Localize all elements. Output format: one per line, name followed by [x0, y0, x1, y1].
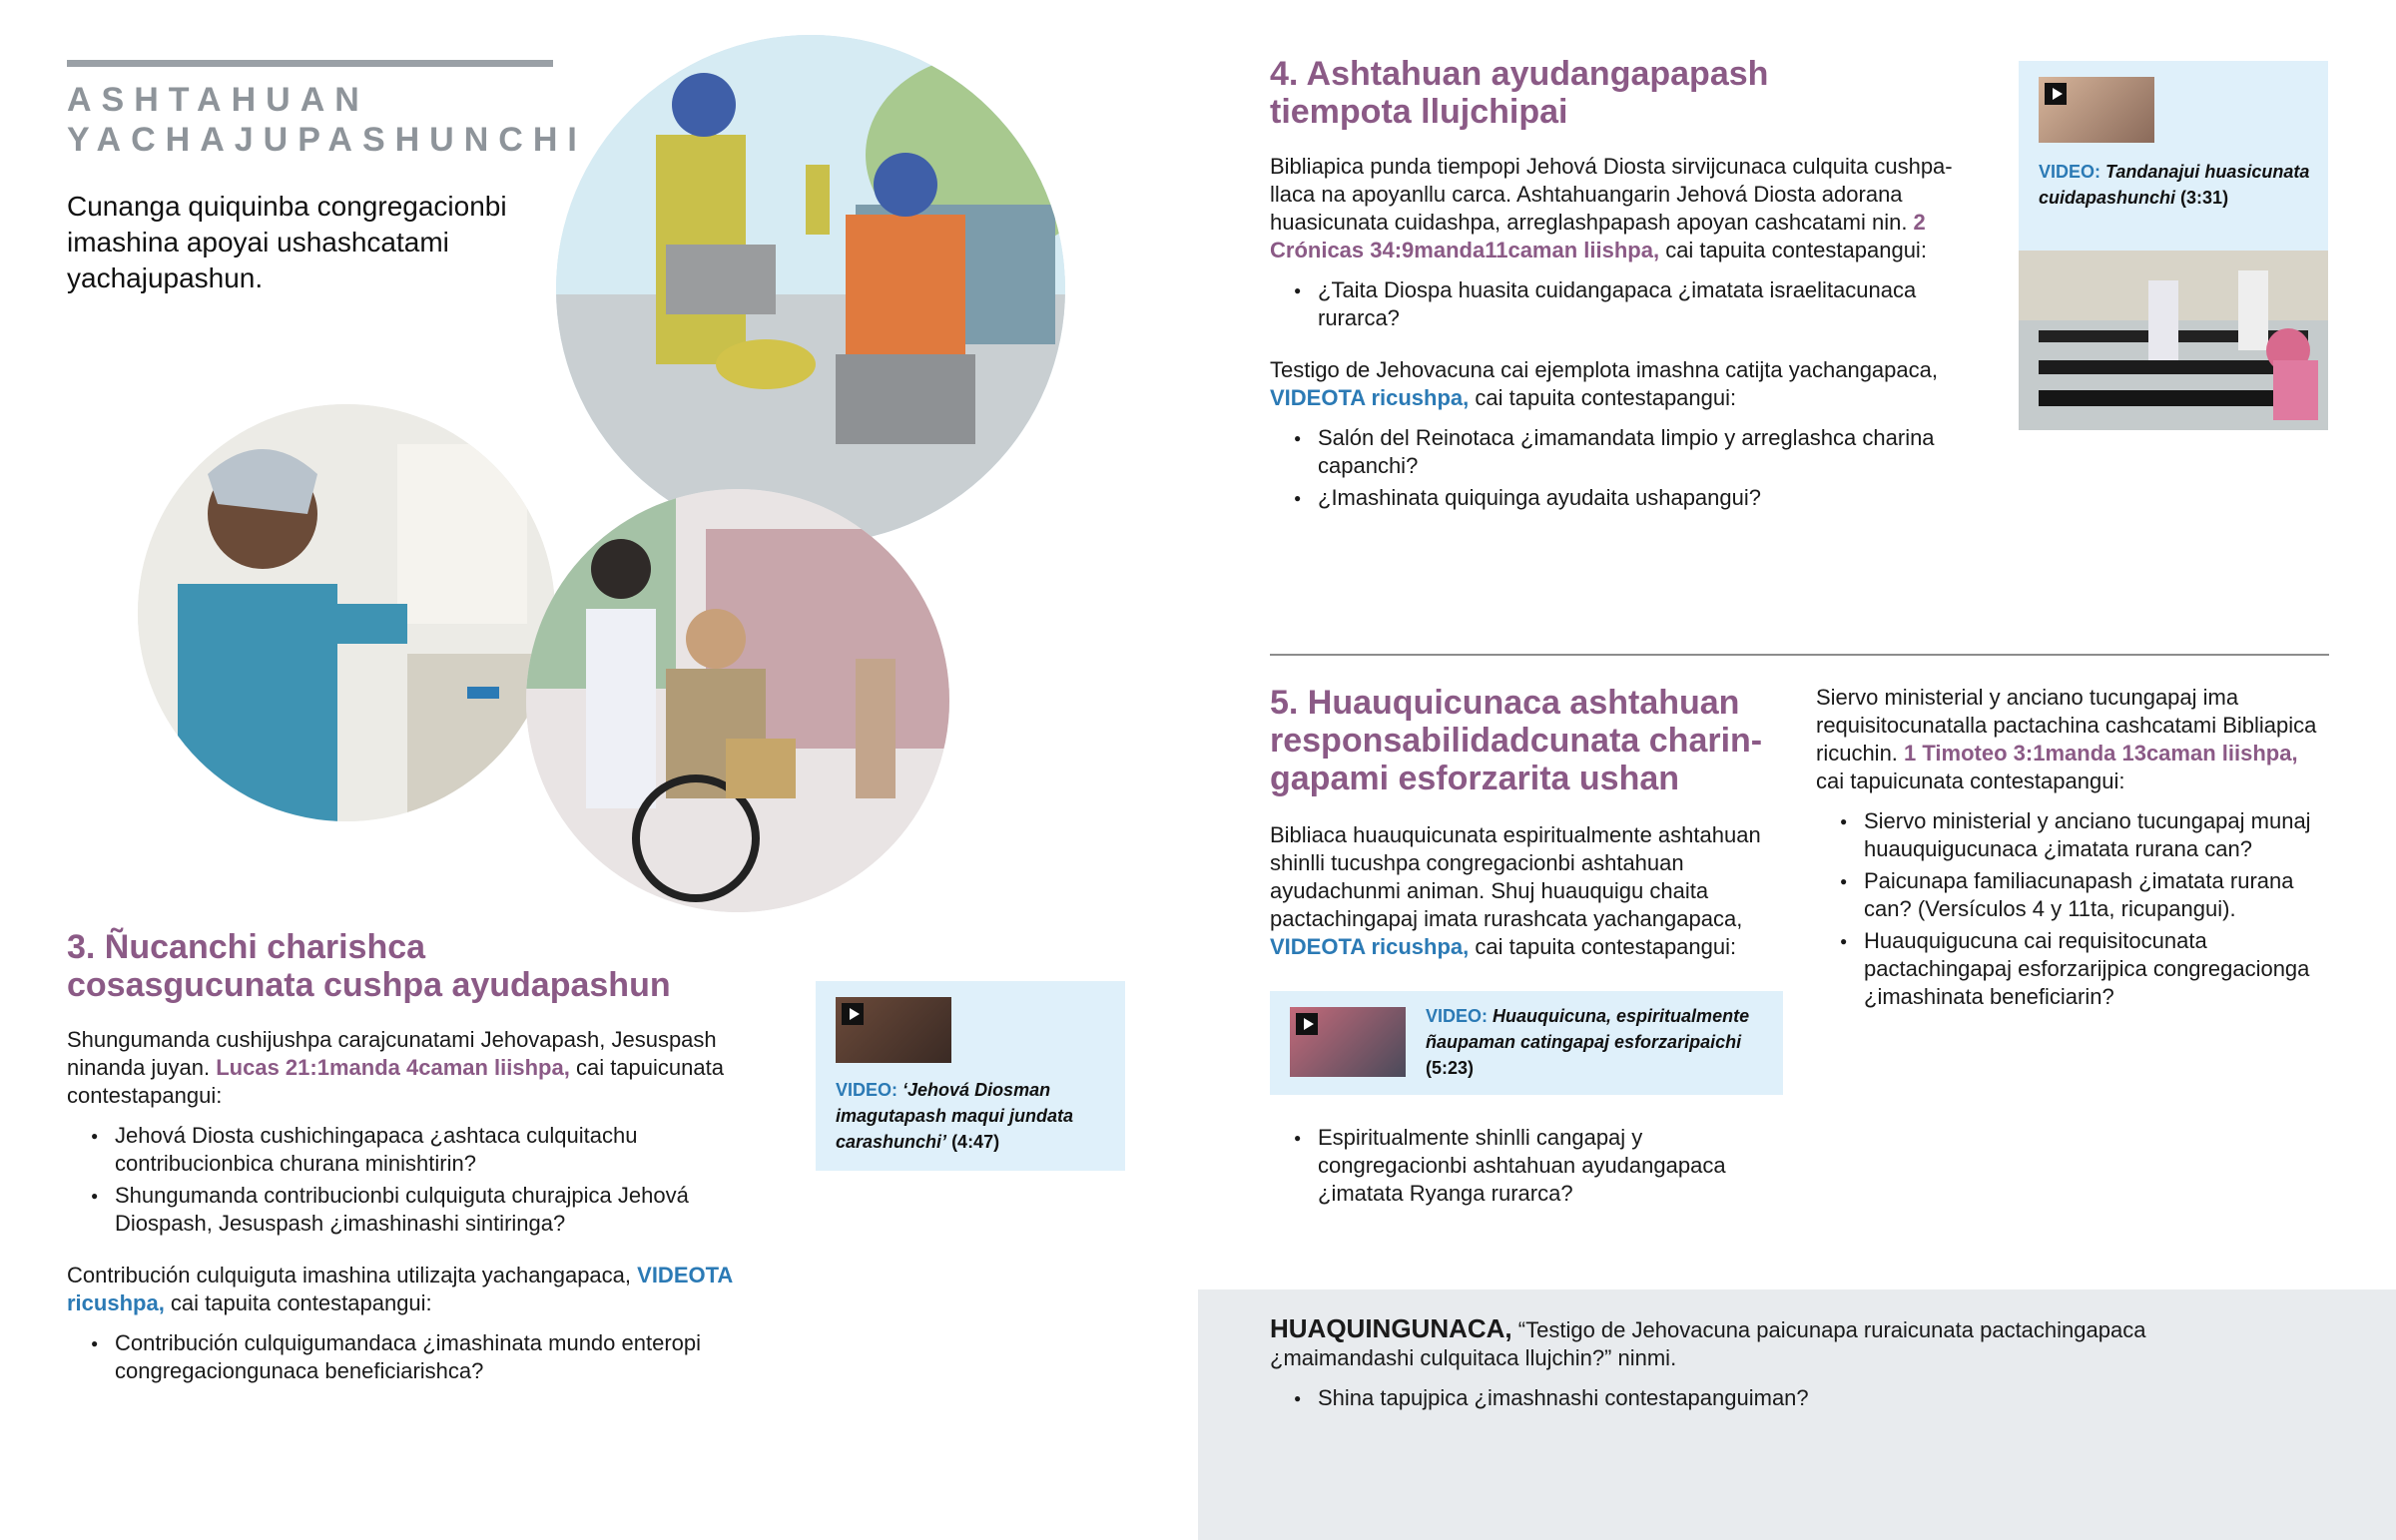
list-item: ● Shina tapujpica ¿imashnashi contestapanguiman? — [1270, 1384, 2228, 1412]
section-5-questions-right — [1816, 807, 2329, 1011]
video-thumbnail[interactable] — [2039, 77, 2154, 143]
huaquingunaca-content — [1270, 1314, 2228, 1416]
video-link[interactable]: VIDEOTA ricushpa, — [67, 1263, 733, 1315]
section-4-paragraph-2: Testigo de Jehovacuna cai ejemplota imashna catijta yachangapaca, VIDEOTA ricushpa, cai tapuita contestapangui: — [1270, 357, 1938, 410]
play-icon — [842, 1003, 864, 1025]
kingdom-hall-photo — [2019, 251, 2328, 430]
play-icon — [1296, 1013, 1318, 1035]
section-5-right-column — [1816, 684, 2329, 1015]
section-4-title: 4. Ashtahuan ayudangapapash tiempota llujchipai — [1270, 55, 1769, 131]
list-item: ● ¿Imashinata quiquinga ayudaita ushapangui? — [1270, 484, 1979, 512]
intro-text: Cunanga quiquinba congregacionbi imashina apoyai ushashcatami yachajupashun. — [67, 191, 507, 293]
section-3-questions-2 — [67, 1329, 746, 1385]
list-item: ● Salón del Reinotaca ¿imamandata limpio y arreglashca charina capanchi? — [1270, 424, 1979, 480]
list-item: ● Huauquigucuna cai requisitocunata pactachingapaj esforzarijpica congregacionga ¿imashinata beneficiarin? — [1816, 927, 2329, 1011]
video-card-section-4[interactable] — [2019, 61, 2328, 430]
illustration-contribution — [138, 404, 555, 821]
section-4-questions-1 — [1270, 276, 1979, 332]
section-5-title: 5. Huauquicunaca ashtahuan responsabilidadcunata charin- gapami esforzarita ushan — [1270, 684, 1763, 797]
list-item: ● Paicunapa familiacunapash ¿imatata rurana can? (Versículos 4 y 11ta, ricupangui). — [1816, 867, 2329, 923]
huaquingunaca-questions — [1270, 1384, 2228, 1412]
list-item: ● Contribución culquigumandaca ¿imashinata mundo enteropi congregaciongunaca beneficiarishca? — [67, 1329, 746, 1385]
scripture-link[interactable]: 2 Crónicas 34:9manda11caman liishpa, — [1270, 210, 1926, 262]
section-3-paragraph-1: Shungumanda cushijushpa carajcunatami Jehovapash, Jesuspash ninanda juyan. Lucas 21:1manda 4caman liishpa, cai tapuicunata contestapangui: — [67, 1027, 724, 1108]
section-4-paragraph-1: Bibliapica punda tiempopi Jehová Diosta sirvijcunaca culquita cushpa-llaca na apoyanllu carca. Ashtahuangarin Jehová Diosta adorana huasicunata cuidashpa, arreglashpapash apoyan cashcatami nin. 2 Crónicas 34:9manda11caman liishpa, cai tapuita contestapangui: — [1270, 154, 1953, 262]
illustration-volunteer — [526, 489, 949, 912]
section-divider — [1270, 654, 2329, 656]
section-5-paragraph-2: Siervo ministerial y anciano tucungapaj ima requisitocunatalla pactachina cashcatami Bibliapica ricuchin. 1 Timoteo 3:1manda 13caman liishpa, cai tapuicunata contestapangui: — [1816, 685, 2317, 793]
kicker-rule — [67, 60, 553, 67]
video-card-section-3[interactable] — [816, 981, 1125, 1171]
list-item: ● Jehová Diosta cushichingapaca ¿ashtaca culquitachu contribucionbica churana minishtirin? — [67, 1122, 746, 1178]
huaquingunaca-text: HUAQUINGUNACA, “Testigo de Jehovacuna paicunapa ruraicunata pactachingapaca ¿maimandashi culquitaca llujchin?” ninmi. — [1270, 1313, 2146, 1370]
section-5-questions-left — [1270, 1124, 1789, 1212]
video-caption: VIDEO: ‘Jehová Diosman imagutapash maqui jundata carashunchi’ (4:47) — [836, 1080, 1074, 1152]
section-3-questions-1 — [67, 1122, 746, 1238]
section-kicker: ASHTAHUAN YACHAJUPASHUNCHI — [67, 81, 587, 159]
play-icon — [2045, 83, 2067, 105]
illustration-construction — [556, 35, 1065, 544]
list-item: ● ¿Taita Diospa huasita cuidangapaca ¿imatata israelitacunaca rurarca? — [1270, 276, 1979, 332]
video-link[interactable]: VIDEOTA ricushpa, — [1270, 934, 1470, 959]
list-item: ● Espiritualmente shinlli cangapaj y congregacionbi ashtahuan ayudangapaca ¿imatata Ryanga rurarca? — [1270, 1124, 1789, 1208]
video-link[interactable]: VIDEOTA ricushpa, — [1270, 385, 1470, 410]
list-item: ● Siervo ministerial y anciano tucungapaj munaj huauquigucunaca ¿imatata rurana can? — [1816, 807, 2329, 863]
section-3 — [67, 928, 746, 1389]
section-5-paragraph-1: Bibliaca huauquicunata espiritualmente ashtahuan shinlli tucushpa congregacionbi ashtahuan ayudachunmi animan. Shuj huauquigu chaita pactachingapaj imata rurashcata yachangapaca, VIDEOTA ricushpa, cai tapuita contestapangui: — [1270, 822, 1761, 959]
scripture-link[interactable]: Lucas 21:1manda 4caman liishpa, — [216, 1055, 570, 1080]
section-5 — [1270, 684, 1789, 961]
video-caption: VIDEO: Huauquicuna, espiritualmente ñaupaman catingapaj esforzaripaichi (5:23) — [1426, 1006, 1750, 1078]
video-thumbnail[interactable] — [836, 997, 951, 1063]
section-4 — [1270, 55, 1979, 516]
list-item: ● Shungumanda contribucionbi culquiguta churajpica Jehová Diospash, Jesuspash ¿imashinashi sintiringa? — [67, 1182, 746, 1238]
video-card-section-5[interactable] — [1270, 991, 1783, 1095]
video-caption: VIDEO: Tandanajui huasicunata cuidapashunchi (3:31) — [2039, 162, 2310, 208]
section-4-questions-2 — [1270, 424, 1979, 512]
video-thumbnail[interactable] — [1290, 1007, 1406, 1077]
scripture-link[interactable]: 1 Timoteo 3:1manda 13caman liishpa, — [1904, 741, 2298, 766]
section-3-title: 3. Ñucanchi charishca cosasgucunata cushpa ayudapashun — [67, 928, 671, 1004]
section-3-paragraph-2: Contribución culquiguta imashina utilizajta yachangapaca, VIDEOTA ricushpa, cai tapuita contestapangui: — [67, 1263, 733, 1315]
